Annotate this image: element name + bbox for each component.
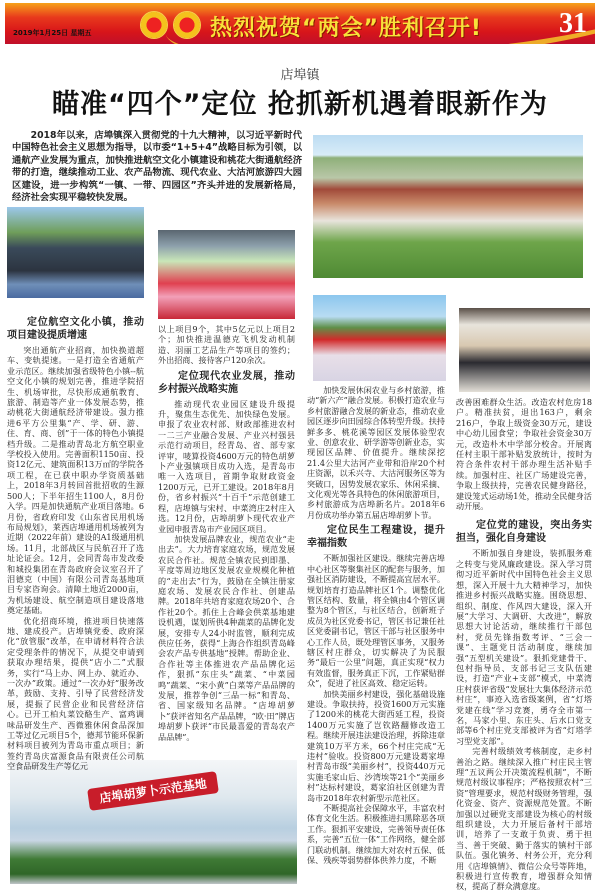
article-kicker: 店埠镇 bbox=[280, 68, 320, 83]
paragraph: 推动现代农业园区建设升级提升，聚焦生态优先、加快绿色发展。申报了农业农村部、财政部推进农村一二三产业融合发展、产业兴村强县示范行动项目，经青岛、省、部专家评审，唛算投资4600万元的特色胡萝卜产业强镇项目成功入选，是青岛市唯一入选项目，首期争取财政资金1200万元，已开工建设。2018年8月份，省乡村振兴“十百千”示范创建工程，店埠镇与宋村、中菜湾庄2村庄入选。12月份，店埠胡萝卜现代农业产业园申报青岛市产业园区项目。 bbox=[158, 398, 295, 534]
banner-headline: 热烈祝贺“两会”胜利召开! bbox=[210, 16, 482, 41]
column-3 bbox=[307, 385, 445, 865]
section-heading: 定位民生工程建设，提升幸福指数 bbox=[307, 525, 445, 550]
column-2 bbox=[158, 324, 295, 742]
paragraph: 完善村级绩效考核制度，走乡村善治之路。继续深入推广村庄民主管理“五议两公开决策流程机制”，不断规范村级议事程序；严格按照农村“三资”管理要求，规范村级财务管理，强化资金、资产、资源规范处置。不断加强以过硬党支部建设为核心的村级组织建设，大力开展后备村干部培训，培养了一支敢于负责、勇于担当、善于突破、勤于落实的镇村干部队伍。强化镇务、村务公开，充分利用《店埠镇情》、微信公众号等阵地，积极进行宣传教育，增强群众知情权，提高了群众满意度。 bbox=[456, 746, 592, 892]
carrot-base-sign: 店埠胡萝卜示范基地 bbox=[87, 771, 219, 811]
calligraphy-event-photo bbox=[459, 308, 590, 392]
paragraph: 加快发展品牌农业，规范农业“走出去”。大力培育家庭农场，规范发展农民合作社。规范全镇农民到即墨、平度等周边地区发展农业规模化种植的“走出去”行为，鼓励在全镇注册家庭农场、发展农民合作社、创建品牌。2018年共培育家庭农场20个、合作社20个。抓住上合峰会供菜基地建设机遇，谋划所供4种蔬菜的品牌化发展，安排专人24小时监管，顺利完成供应任务，获得“上海合作组织青岛峰会农产品专供基地”授牌。帮助企业、合作社等主体推进农产品品牌化运作，狠抓“东庄头”蔬菜、“中菜园鸣”蔬菜、“宋小黄”白菜等产品品牌的发展，推荐争创“三品一标”和青岛、省、国家级知名品牌。“店埠胡萝卜”获评省知名产品品牌，“欧·田”牌店埠胡萝卜获评“市民最喜爱的青岛农产品品牌”。 bbox=[158, 533, 295, 742]
paragraph: 不断提高社会保障水平，丰富农村体育文化生活。积极推进扫黑除恶各项工作。狠抓平安建设，完善领导责任体系，完善“五位一体”工作网络，健全部门联动机制。继续加大对农村五保、低保、残疾等弱势群体供养力度，不断 bbox=[307, 803, 445, 866]
aerial-town-photo bbox=[313, 135, 583, 278]
paragraph: 加快发展休闲农业与乡村旅游，推动“新六产”融合发展。积极打造农业与乡村旅游融合发展的新业态，推动农业园区逐步向田园综合体转型升级。扶持鲜多多、桃花溪等园区发展体验型农业、创意农业、研学游等创新业态，实现园区品牌、价值提升。继续深挖21.4公里大沽河产业带和沿岸20个村庄资源，以禾兴寺、大沽河服务区等为突破口，因势发展农家乐、休闲采摘、文化观光等各具特色的休闲旅游项目，乡村旅游成为店埠新名片。2018年6月份成功举办第五届店埠胡萝卜节。 bbox=[307, 385, 445, 520]
column-1 bbox=[7, 316, 144, 772]
paragraph: 突出通航产业招商，加快换道超车、变轨提速。一是打造全省通航产业示范区。继续加强省级特色小镇--航空文化小镇的规划完善，推进学院招生、机场审批，尽快形成通航教育、旅游、制造等产业一体发展态势，推动桃花大街通航经济带建设。强力推进6平方公里集“产、学、研、游、住、育、商、创”于一体的特色小镇提档升级。二是推动青岛北方航空职业学校投入使用。完善面积1150亩、投资12亿元、建筑面积13万㎡的学院各项工程，在已获中职办学资质基础上，2018年3月转回首批招收的生源500人；下半年招生1100人，8月份入学。四是加快通航产业项目落地。6月份，省政府印发《山东省民用机场布局规划》，莱西店埠通用机场被列为近期（2022年前）建设的A1级通用机场。11月，北部战区与民航召开了选址论证会。12月，会同青岛市发改委和城投集团在青岛政府会议室召开了泪德克（中国）有限公司青岛基地项目专家咨询会。清障土地近2000亩，为机场建设、航空制造项目建设落地奠定基础。 bbox=[7, 345, 144, 616]
cppcc-emblem-icon bbox=[173, 11, 201, 39]
paragraph: 以上项目9个，其中5亿元以上项目2个；加快推进温德克飞机发动机制造、羽丽工艺品生产等项目的签约；外出招商、接待客户120余次。 bbox=[158, 324, 295, 366]
article-intro: 2018年以来，店埠镇深入贯彻党的十九大精神，以习近平新时代中国特色社会主义思想为指导，以市委“1+5+4”战略目标为引领，以通航产业发展为重点，加快推进航空文化小镇建设和桃花大街通航经济带的打造，继续推动工业、农产品物流、现代农业、大沽河旅游四大园区建设，进一步构筑“一镇、一带、四园区”齐头并进的发展新格局，经济社会实现平稳较快发展。 bbox=[12, 130, 302, 204]
column-4 bbox=[456, 397, 592, 892]
paragraph: 加快美丽乡村建设，强化基础设施建设。争取扶持，投资1600万元实施了1200米的桃花大街西延工程，投资1400万元实施了岂钦路翻修改造工程。继续开展违法建设治理，拆除违章建筑10万平方米，66个村庄完成“无违村”验收。投资800万元建设葛家埠村青岛市级“美丽乡村”，投资440万元实施毛家山后、沙湾埃等21个“美丽乡村”达标村建设，葛家泊社区创建为青岛市2018年农村新型示范社区。 bbox=[307, 688, 445, 803]
section-heading: 定位航空文化小镇，推动项目建设提质增速 bbox=[7, 317, 144, 341]
paragraph: 优化招商环境，推进项目快速落地、建成投产。店埠镇党委、政府深化“放管服”改革，在申请材料符合法定受理条件的情况下，从提交申请到获取办理结果，提供“店小二”式服务，实行“马上办、网上办、就近办、一次办”政策。通过“一次办好”服务改革，鼓励、支持、引导了民营经济发展，提振了民营企业和民营经济信心。已开工柏丸菜饺酪生产、富鸡调味品研发生产、西微雅休闲食品深加工等过亿元项目5个，德邦节能环保新材料项目被列为青岛市重点项目；新签约青岛庆富源食品有限责任公司航空食品研发生产等亿元 bbox=[7, 615, 144, 772]
article-title: 瞄准“四个”定位 抢抓新机遇着眼新作为 bbox=[52, 89, 548, 120]
festival-stage-photo bbox=[158, 230, 295, 319]
square-dance-photo bbox=[313, 295, 446, 381]
officials-visit-photo bbox=[7, 207, 144, 298]
paragraph: 不断加强自身建设，装抓服务难之转变与党风廉政建设。深入学习贯彻习近平新时代中国特色社会主义思想，深入开展十九大精神学习，加快推进乡村振兴战略实施。围绕思想、组织、制度、作风四大建设，深入开展“大学习、大调研、大改进”，解放思想大讨论活动，继续推行干部包村，党员先锋指数考评、“三会一课”、主题党日活动制度，继续加强“五型机关建设”。狠抓党建骨干、包村指导员、支部书记三支队伍建设，打造“产业+支部”模式，中菜湾庄村获评省级“发展壮大集体经济示范村庄”，事迹入选省级案例，省“灯塔党建在线”学习竞赛，勇夺全市第一名，马家小里、东庄头、后水口党支部等6个村庄党支部被评为省“灯塔学习型党支部”。 bbox=[456, 548, 592, 746]
section-heading: 定位现代农业发展，推动乡村振兴战略实施 bbox=[158, 370, 295, 395]
issue-date: 2019年1月25日 星期五 bbox=[13, 29, 92, 37]
national-emblem-icon bbox=[140, 11, 168, 39]
paragraph: 不断加强社区建设。继续完善店埠中心社区等聚集社区的配套与服务，加强社区消防建设，不断提高宜居水平。规划培育打造品牌社区1个。调整优化管区结构、数量，将全镇由4个管区调整为8个管区，与社区结合，创新班子成员为社区党委书记，管区书记兼任社区党委副书记，管区干部与社区服务中心工作人员，既处理管区事务，又服务辖区村庄群众，切实解决了为民服务“最后一公里”问题，真正实现“权力有效监督，服务真正下沉，工作紧贴群众”，促进了社区高效、稳定运转。 bbox=[307, 553, 445, 689]
carrot-base-photo bbox=[10, 760, 297, 884]
paragraph: 改善困难群众生活。改造农村危房18户。精准扶贫，退出163户，剩余216户，争取上级资金30万元，建设中心幼儿园食堂；争取社会资金30万元，改造朴木中学部分校舍。开展离任村主职干部补贴发放统计，按时为符合条件农村干部办理生活补贴手续。加强村庄、社区广场建设完善，争取上级扶持，完善农民健身路径，建设笼式运动场1处，推动全民健身活动开展。 bbox=[456, 397, 592, 512]
section-heading: 定位党的建设，突出务实担当，强化自身建设 bbox=[456, 520, 592, 545]
page-number: 31 bbox=[559, 8, 587, 39]
header-banner bbox=[5, 3, 595, 44]
